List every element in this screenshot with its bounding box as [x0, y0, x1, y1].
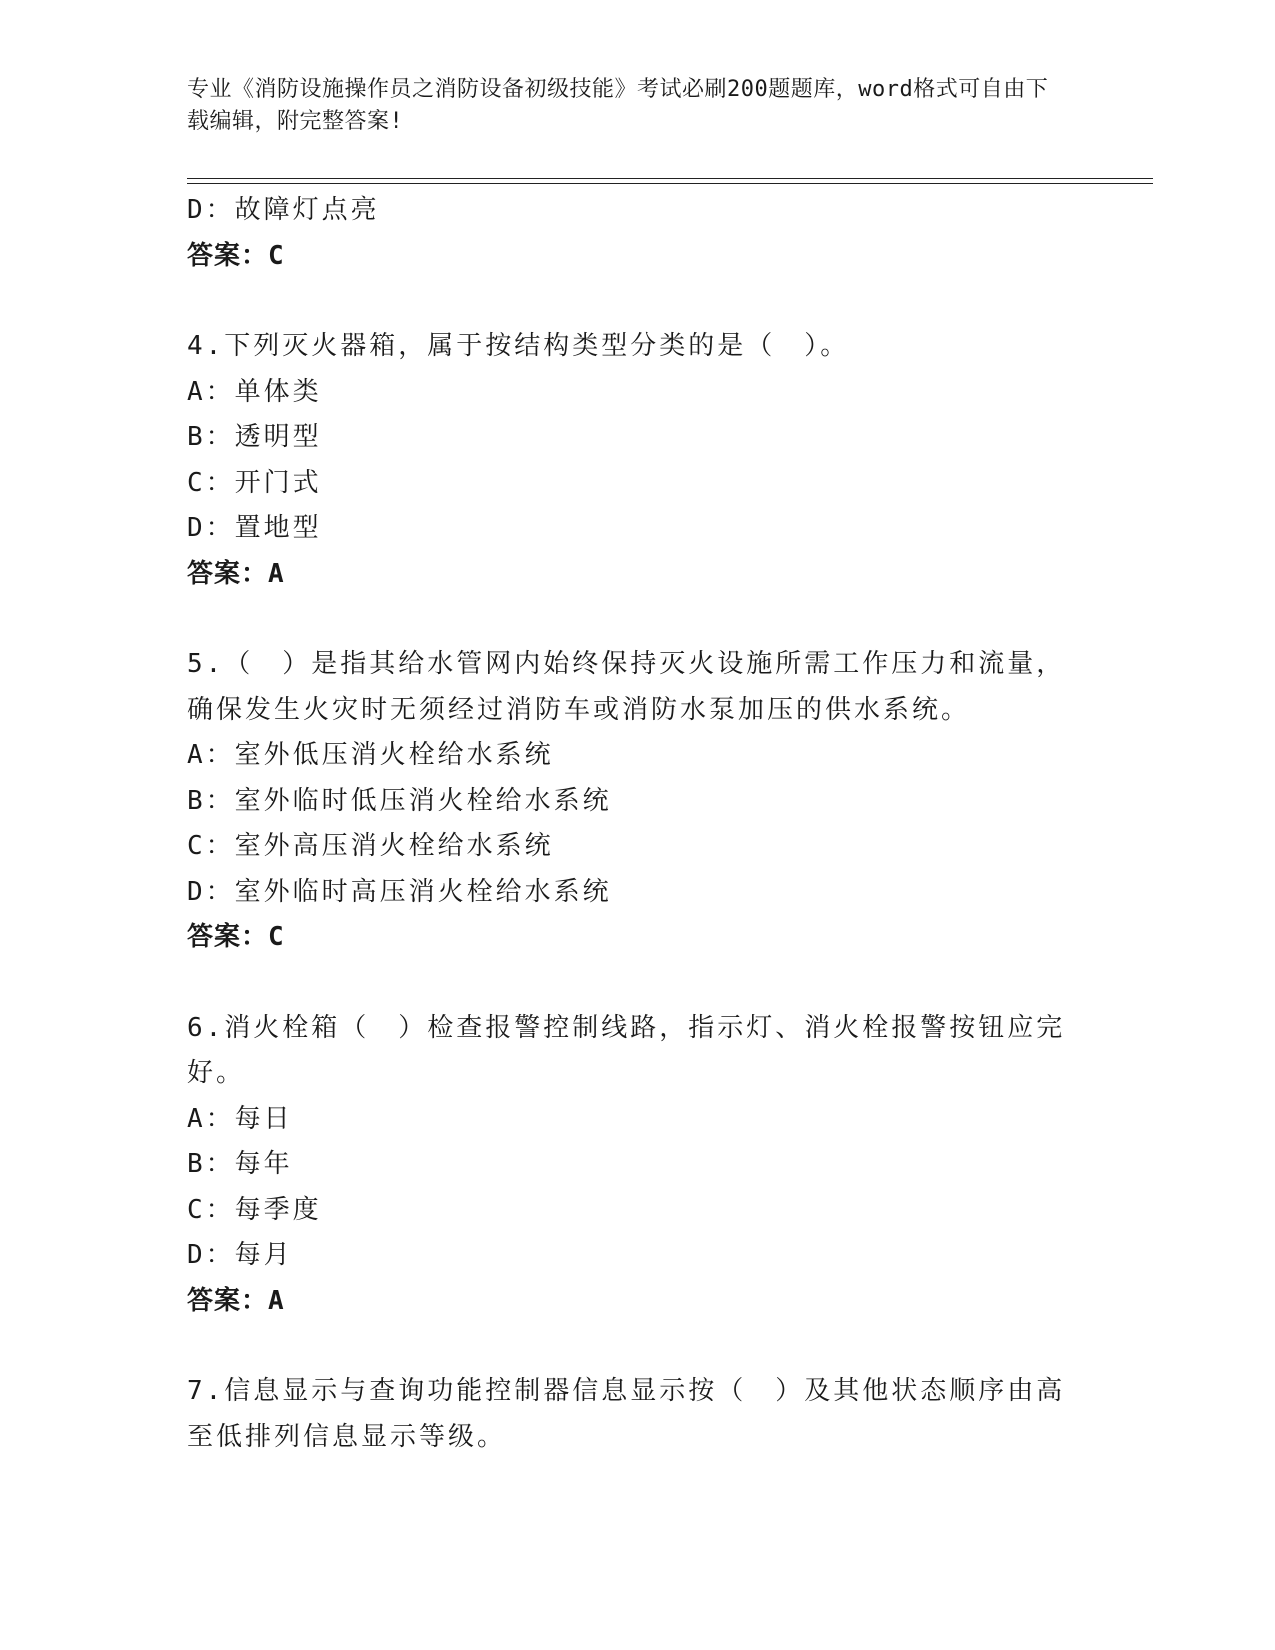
option-a: A：室外低压消火栓给水系统 [187, 740, 554, 770]
answer: 答案：C [187, 922, 285, 952]
option-a: A：每日 [187, 1103, 293, 1134]
header-rule-top [187, 178, 1153, 179]
answer: 答案：A [187, 558, 285, 589]
spacer [187, 597, 1067, 642]
option-c: C：每季度 [187, 1194, 322, 1225]
question-stem: 5.（ ）是指其给水管网内始终保持灭火设施所需工作压力和流量，确保发生火灾时无须经过消防车或消防水泵加压的供水系统。 [187, 649, 1066, 725]
question-6 [187, 1006, 1067, 1325]
page-header: 专业《消防设施操作员之消防设备初级技能》考试必刷200题题库，word格式可自由下载编辑，附完整答案! [187, 77, 1049, 134]
question-list [187, 188, 1067, 1460]
spacer [187, 1324, 1067, 1369]
option-d: D：置地型 [187, 513, 322, 543]
question-stem: 4.下列灭火器箱，属于按结构类型分类的是（ ）。 [187, 331, 850, 361]
option-d: D：室外临时高压消火栓给水系统 [187, 876, 612, 907]
q3-answer: 答案：C [187, 240, 285, 271]
option-b: B：每年 [187, 1149, 293, 1179]
question-stem: 6.消火栓箱（ ）检查报警控制线路，指示灯、消火栓报警按钮应完好。 [187, 1012, 1066, 1088]
question-5 [187, 642, 1067, 961]
question-stem: 7.信息显示与查询功能控制器信息显示按（ ）及其他状态顺序由高至低排列信息显示等级。 [187, 1376, 1066, 1452]
option-c: C：室外高压消火栓给水系统 [187, 831, 554, 861]
answer: 答案：A [187, 1285, 285, 1316]
question-7 [187, 1369, 1067, 1460]
option-c: C：开门式 [187, 467, 322, 498]
option-a: A：单体类 [187, 376, 322, 407]
option-d: D：每月 [187, 1240, 293, 1270]
option-b: B：室外临时低压消火栓给水系统 [187, 785, 612, 816]
q3-option-d: D：故障灯点亮 [187, 195, 380, 225]
option-b: B：透明型 [187, 422, 322, 452]
spacer [187, 279, 1067, 324]
spacer [187, 961, 1067, 1006]
question-4 [187, 324, 1067, 597]
header-rule-bottom [187, 183, 1153, 184]
